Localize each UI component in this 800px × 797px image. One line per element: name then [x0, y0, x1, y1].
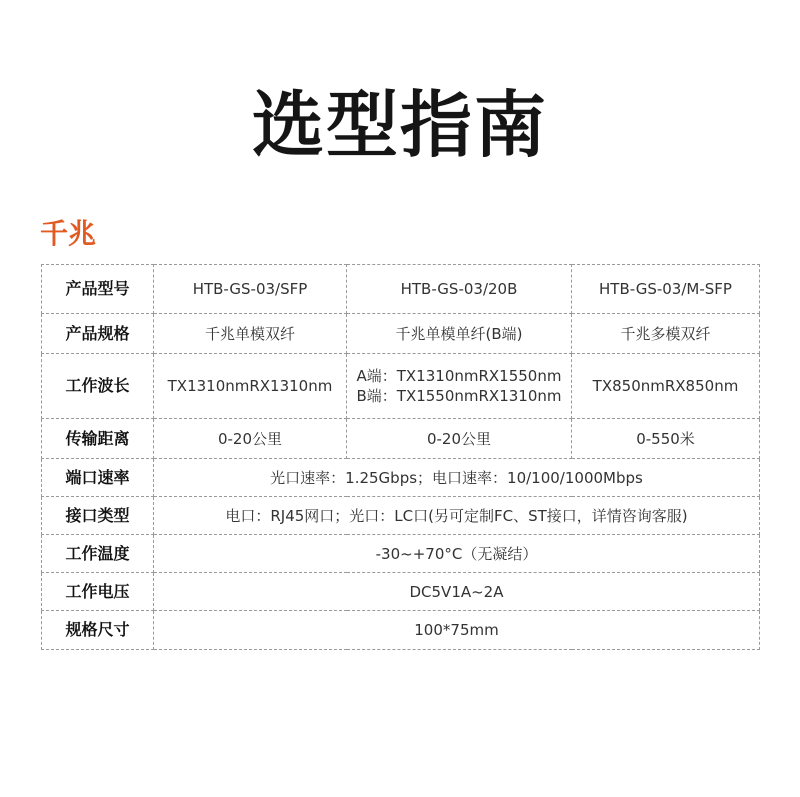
wavelength-cell: TX1310nmRX1310nm	[154, 354, 347, 419]
table-row	[42, 611, 760, 650]
distance-cell: 0-550米	[572, 419, 760, 459]
model-cell: HTB-GS-03/20B	[347, 265, 572, 314]
table-row	[42, 265, 760, 314]
row-label-temperature: 工作温度	[42, 535, 154, 573]
row-label-voltage: 工作电压	[42, 573, 154, 611]
spec-cell: 千兆多模双纤	[572, 314, 760, 354]
spec-table	[41, 264, 760, 650]
model-cell: HTB-GS-03/M-SFP	[572, 265, 760, 314]
table-row	[42, 459, 760, 497]
table-row	[42, 419, 760, 459]
port-rate-cell: 光口速率：1.25Gbps；电口速率：10/100/1000Mbps	[154, 459, 760, 497]
port-type-cell: 电口：RJ45网口；光口：LC口(另可定制FC、ST接口，详情咨询客服)	[154, 497, 760, 535]
row-label-model: 产品型号	[42, 265, 154, 314]
wavelength-cell	[347, 354, 572, 419]
table-row	[42, 535, 760, 573]
row-label-port-rate: 端口速率	[42, 459, 154, 497]
wavelength-a-end: A端：TX1310nmRX1550nm	[356, 367, 562, 385]
table-row	[42, 354, 760, 419]
page-title: 选型指南	[251, 83, 548, 167]
section-title: 千兆	[40, 217, 97, 250]
spec-cell: 千兆单模双纤	[154, 314, 347, 354]
wavelength-cell: TX850nmRX850nm	[572, 354, 760, 419]
distance-cell: 0-20公里	[154, 419, 347, 459]
model-cell: HTB-GS-03/SFP	[154, 265, 347, 314]
table-row	[42, 497, 760, 535]
voltage-cell: DC5V1A~2A	[154, 573, 760, 611]
row-label-port-type: 接口类型	[42, 497, 154, 535]
row-label-wavelength: 工作波长	[42, 354, 154, 419]
row-label-spec: 产品规格	[42, 314, 154, 354]
size-cell: 100*75mm	[154, 611, 760, 650]
wavelength-b-end: B端：TX1550nmRX1310nm	[356, 387, 562, 405]
table-row	[42, 573, 760, 611]
row-label-size: 规格尺寸	[42, 611, 154, 650]
temperature-cell: -30~+70°C（无凝结）	[154, 535, 760, 573]
distance-cell: 0-20公里	[347, 419, 572, 459]
row-label-distance: 传输距离	[42, 419, 154, 459]
spec-cell: 千兆单模单纤(B端)	[347, 314, 572, 354]
table-row	[42, 314, 760, 354]
